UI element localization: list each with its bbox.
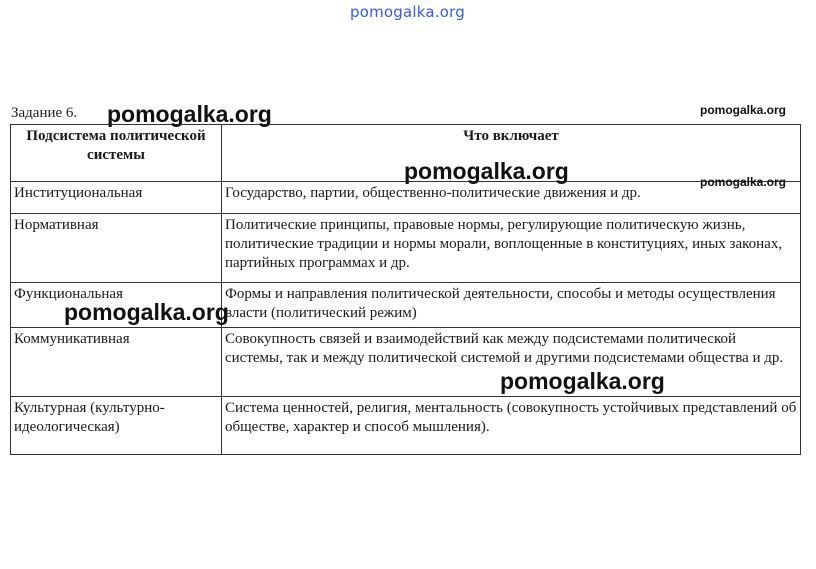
row-content: Совокупность связей и взаимодействий как между подсистемами политической системы, так и между политической системой и другими подсистемами общества и др.: [222, 328, 801, 397]
watermark-top: pomogalka.org: [350, 3, 465, 21]
watermark-large: pomogalka.org: [64, 299, 229, 325]
row-content: Государство, партии, общественно-политические движения и др.: [222, 182, 801, 214]
table-row: [11, 328, 801, 397]
row-subsystem: Функциональная: [11, 283, 222, 328]
row-subsystem: Институциональная: [11, 182, 222, 214]
row-subsystem: Нормативная: [11, 214, 222, 283]
row-subsystem: Коммуникативная: [11, 328, 222, 397]
watermark-large: pomogalka.org: [404, 158, 569, 184]
header-content: Что включает: [222, 125, 801, 182]
watermark-small: pomogalka.org: [700, 175, 787, 189]
row-content: Система ценностей, религия, ментальность (совокупность устойчивых представлений об обществе, характер и способ мышления).: [222, 397, 801, 455]
watermark-small: pomogalka.org: [700, 103, 787, 117]
table-row: [11, 182, 801, 214]
task-label: Задание 6.: [11, 105, 78, 121]
table-row: [11, 397, 801, 455]
row-subsystem: Культурная (культурно-идеологическая): [11, 397, 222, 455]
watermark-large: pomogalka.org: [107, 101, 272, 127]
row-content: Политические принципы, правовые нормы, регулирующие политическую жизнь, политические традиции и нормы морали, воплощенные в конституциях, иных законах, партийных программах и др.: [222, 214, 801, 283]
row-content: Формы и направления политической деятельности, способы и методы осуществления власти (политический режим): [222, 283, 801, 328]
watermark-large: pomogalka.org: [500, 368, 665, 394]
table-row: [11, 214, 801, 283]
header-subsystem: Подсистема политической системы: [11, 125, 222, 182]
